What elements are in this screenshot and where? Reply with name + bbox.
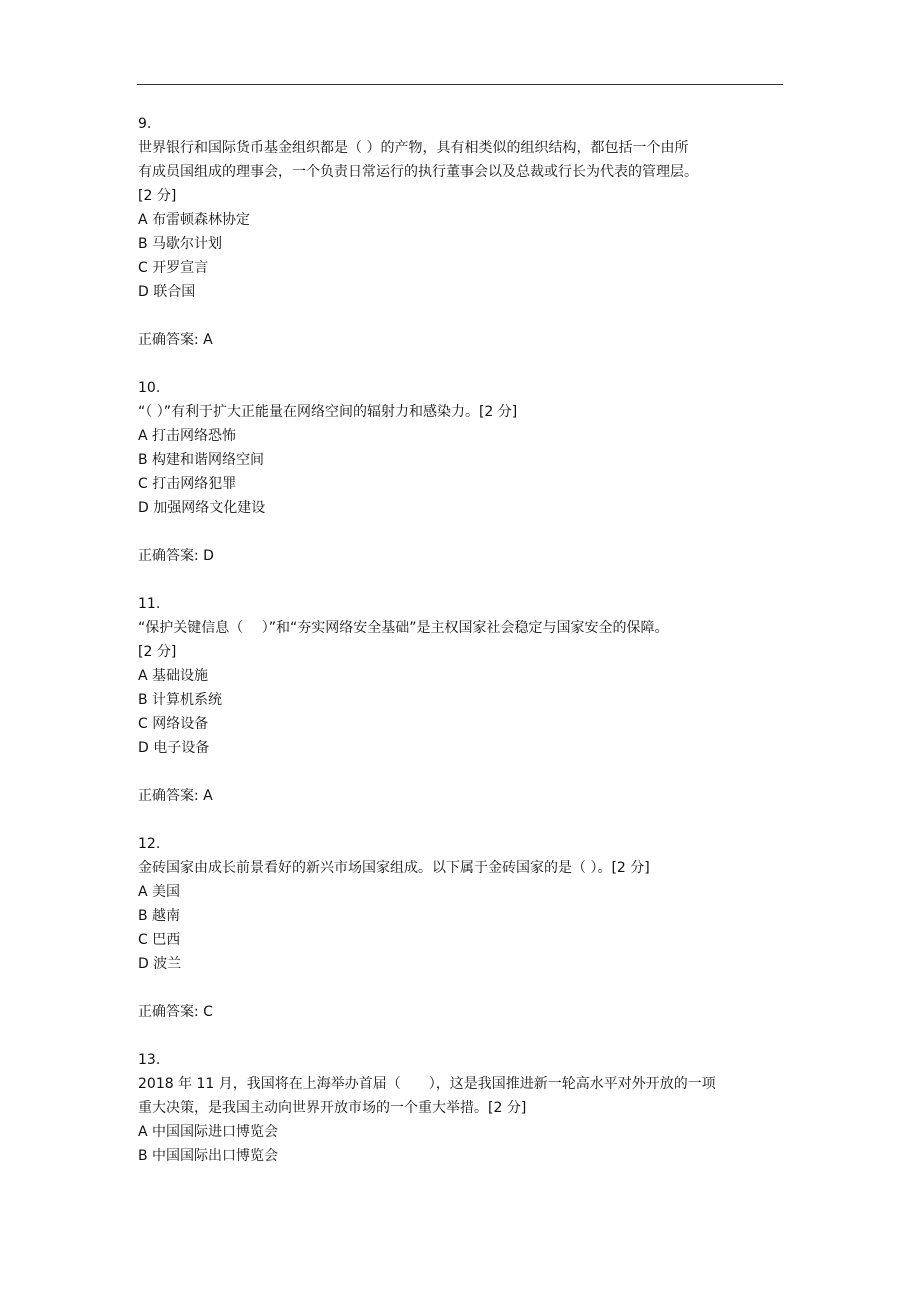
question-stem-line: 2018 年 11 月，我国将在上海举办首届（ ），这是我国推进新一轮高水平对外开放的一项 [138,1076,716,1092]
question-stem-line: 重大决策，是我国主动向世界开放市场的一个重大举措。[2 分] [138,1100,527,1116]
option-d: D 联合国 [138,284,196,300]
option-a: A 中国国际进口博览会 [138,1124,279,1140]
question-10 [138,376,786,568]
correct-answer: 正确答案: C [138,1004,213,1020]
question-stem-line: 世界银行和国际货币基金组织都是（ ）的产物，具有相类似的组织结构，都包括一个由所 [138,140,689,156]
option-d: D 电子设备 [138,740,210,756]
question-stem-line: “（ ）”有利于扩大正能量在网络空间的辐射力和感染力。[2 分] [138,404,518,420]
option-b: B 构建和谐网络空间 [138,452,265,468]
question-number: 11. [138,596,161,612]
option-d: D 加强网络文化建设 [138,500,266,516]
option-a: A 布雷顿森林协定 [138,212,251,228]
question-12 [138,832,786,1024]
option-b: B 计算机系统 [138,692,223,708]
option-c: C 开罗宣言 [138,260,209,276]
question-number: 13. [138,1052,161,1068]
option-c: C 网络设备 [138,716,209,732]
question-stem-line: “保护关键信息（ ）”和“夯实网络安全基础”是主权国家社会稳定与国家安全的保障。 [138,620,669,636]
option-a: A 基础设施 [138,668,209,684]
question-9 [138,112,786,352]
option-a: A 打击网络恐怖 [138,428,237,444]
option-b: B 越南 [138,908,181,924]
question-13 [138,1048,786,1168]
header-rule [137,84,783,85]
question-score: [2 分] [138,188,177,204]
question-number: 9. [138,116,152,132]
option-d: D 波兰 [138,956,182,972]
correct-answer: 正确答案: D [138,548,214,564]
question-score: [2 分] [138,644,177,660]
question-list [138,112,786,1192]
option-c: C 巴西 [138,932,181,948]
question-stem-line: 金砖国家由成长前景看好的新兴市场国家组成。以下属于金砖国家的是（ ）。[2 分] [138,860,650,876]
question-stem-line: 有成员国组成的理事会，一个负责日常运行的执行董事会以及总裁或行长为代表的管理层。 [138,164,698,180]
correct-answer: 正确答案: A [138,332,213,348]
option-b: B 马歇尔计划 [138,236,223,252]
option-a: A 美国 [138,884,181,900]
correct-answer: 正确答案: A [138,788,213,804]
option-b: B 中国国际出口博览会 [138,1148,279,1164]
option-c: C 打击网络犯罪 [138,476,237,492]
question-11 [138,592,786,808]
question-number: 12. [138,836,161,852]
question-number: 10. [138,380,161,396]
